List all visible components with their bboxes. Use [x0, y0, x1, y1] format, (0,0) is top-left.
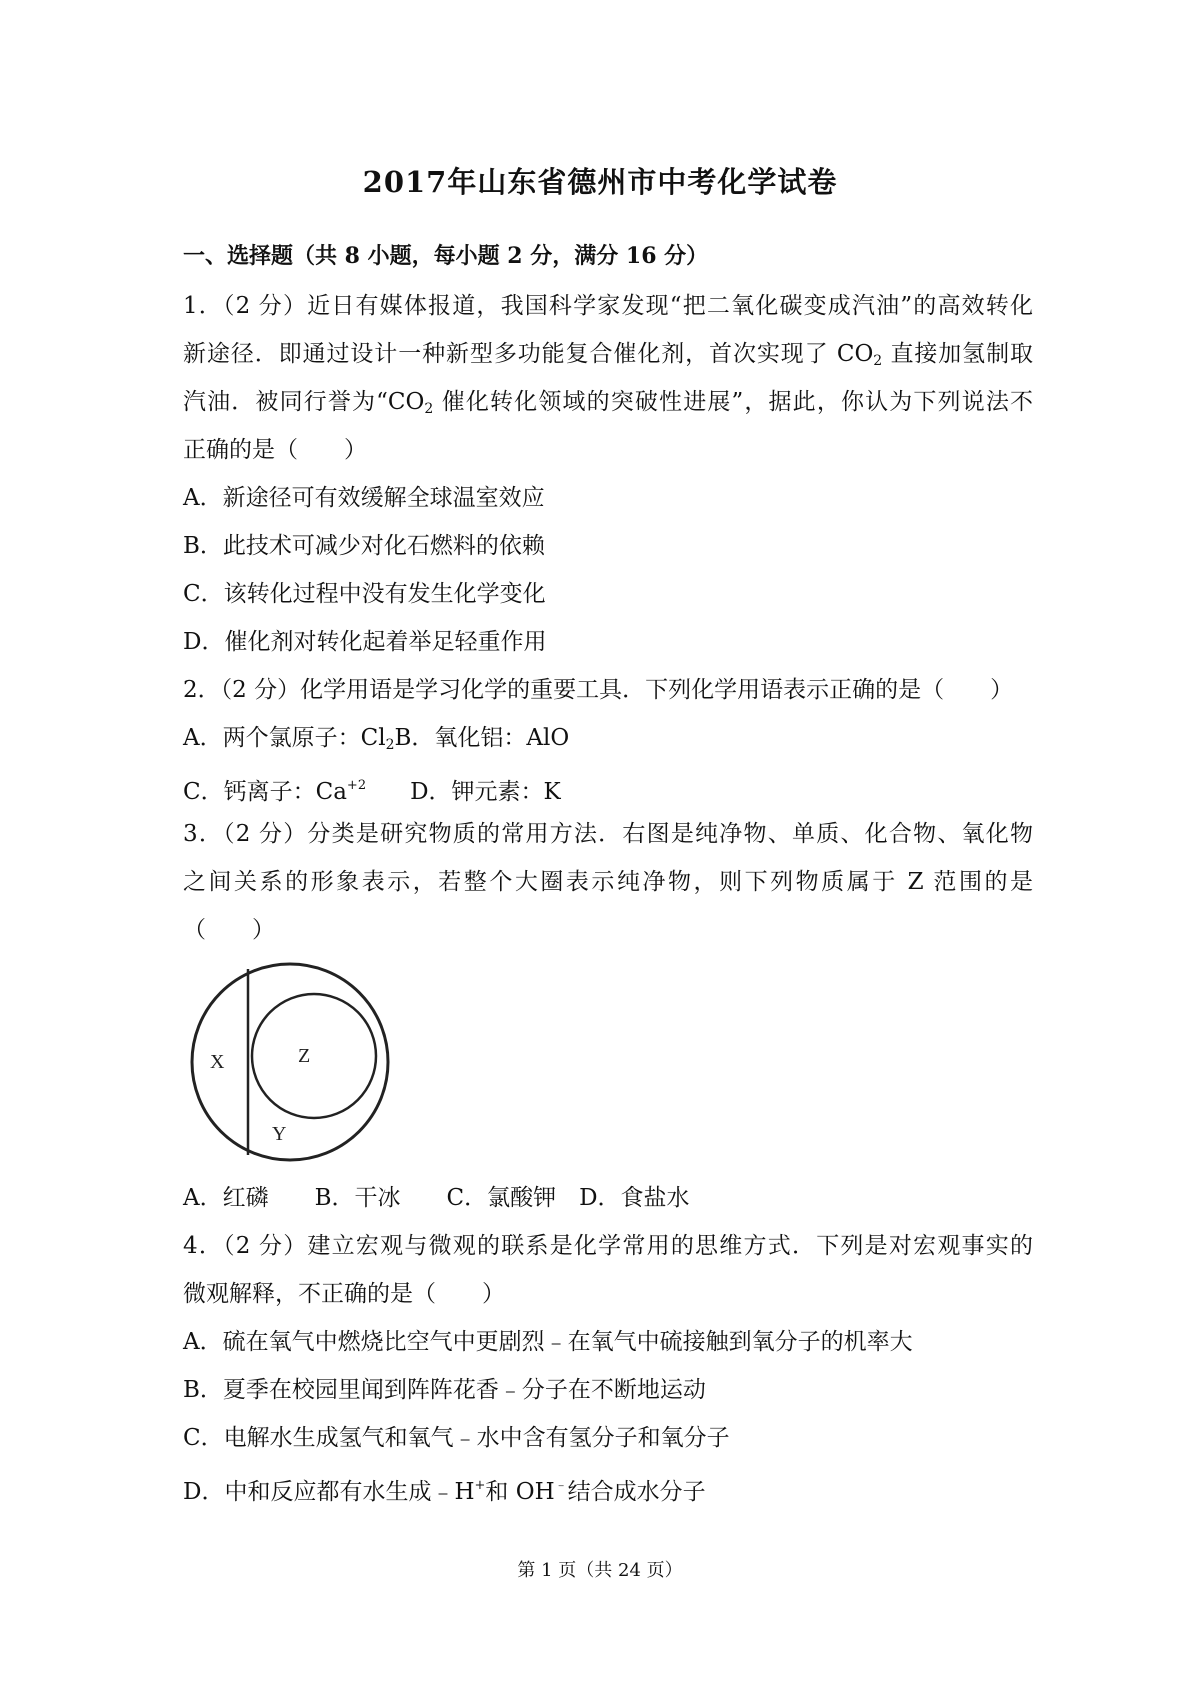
- q1-option-d: D．催化剂对转化起着举足轻重作用: [183, 629, 547, 655]
- q4-stem-line-2: 微观解释，不正确的是（ ）: [183, 1281, 505, 1307]
- q2-option-d: D．钾元素：K: [410, 779, 561, 805]
- label-x: X: [210, 1051, 225, 1073]
- q1-option-a: A．新途径可有效缓解全球温室效应: [183, 485, 545, 511]
- question-3: [183, 810, 1033, 1222]
- venn-diagram: [186, 960, 396, 1170]
- h-superscript: +: [474, 1478, 486, 1493]
- co2-subscript: 2: [873, 353, 883, 369]
- ca-superscript: +2: [346, 778, 367, 793]
- q4-option-b: B．夏季在校园里闻到阵阵花香﹣分子在不断地运动: [183, 1377, 706, 1403]
- q1-stem-line-2: [183, 330, 1033, 378]
- q4-option-d: [183, 1462, 1033, 1510]
- q3-stem-line-3: （ ）: [183, 917, 275, 943]
- q1-stem-line-3: [183, 378, 1033, 426]
- q1-text: 新途径．即通过设计一种新型多功能复合催化剂，首次实现了 CO: [183, 341, 874, 367]
- q4-text: 结合成水分子: [567, 1479, 706, 1505]
- q1-option-b: B．此技术可减少对化石燃料的依赖: [183, 533, 545, 559]
- q3-options: A．红磷 B．干冰 C．氯酸钾 D．食盐水: [183, 1185, 690, 1211]
- oh-superscript: ﹣: [554, 1478, 568, 1493]
- venn-diagram-svg: [186, 960, 396, 1170]
- question-4: [183, 1222, 1033, 1510]
- q4-text: 和 OH: [485, 1479, 555, 1505]
- q2-options-ab: [183, 714, 1033, 762]
- label-y: Y: [272, 1123, 287, 1145]
- q1-stem-line-4: 正确的是（ ）: [183, 437, 367, 463]
- page-title: 2017年山东省德州市中考化学试卷: [362, 165, 838, 199]
- cl2-subscript: 2: [385, 737, 395, 753]
- q2-option-c: C．钙离子：Ca: [183, 779, 347, 805]
- q2-option-b: B．氧化铝：AlO: [394, 725, 570, 751]
- question-2: [183, 666, 1033, 810]
- q3-stem-line-2: 之间关系的形象表示，若整个大圈表示纯净物，则下列物质属于 Z 范围的是: [183, 869, 1033, 895]
- q2-options-cd: [183, 762, 1033, 810]
- q2-option-a: A．两个氯原子：Cl: [183, 725, 386, 751]
- q1-text: 直接加氢制取: [882, 341, 1034, 367]
- q4-option-c: C．电解水生成氢气和氧气﹣水中含有氢分子和氧分子: [183, 1425, 730, 1451]
- q4-option-a: A．硫在氧气中燃烧比空气中更剧烈﹣在氧气中硫接触到氧分子的机率大: [183, 1329, 913, 1355]
- q3-stem-line-1: 3．（2 分）分类是研究物质的常用方法．右图是纯净物、单质、化合物、氧化物: [183, 821, 1033, 847]
- document-body: [183, 232, 1033, 1510]
- q1-stem-line-1: 1．（2 分）近日有媒体报道，我国科学家发现“把二氧化碳变成汽油”的高效转化: [183, 293, 1033, 319]
- label-z: Z: [298, 1045, 311, 1067]
- q4-stem-line-1: 4．（2 分）建立宏观与微观的联系是化学常用的思维方式．下列是对宏观事实的: [183, 1233, 1033, 1259]
- question-1: [183, 282, 1033, 666]
- q4-text: D．中和反应都有水生成﹣H: [183, 1479, 475, 1505]
- q1-option-c: C．该转化过程中没有发生化学变化: [183, 581, 546, 607]
- co2-subscript: 2: [424, 401, 434, 417]
- q2-stem: 2．（2 分）化学用语是学习化学的重要工具．下列化学用语表示正确的是（ ）: [183, 677, 1014, 703]
- q1-text: 催化转化领域的突破性进展”，据此，你认为下列说法不: [433, 389, 1033, 415]
- q1-text: 汽油．被同行誉为“CO: [183, 389, 425, 415]
- section-heading: 一、选择题（共 8 小题，每小题 2 分，满分 16 分）: [183, 243, 709, 269]
- page-footer: 第 1 页（共 24 页）: [517, 1560, 683, 1581]
- inner-circle: [252, 994, 376, 1118]
